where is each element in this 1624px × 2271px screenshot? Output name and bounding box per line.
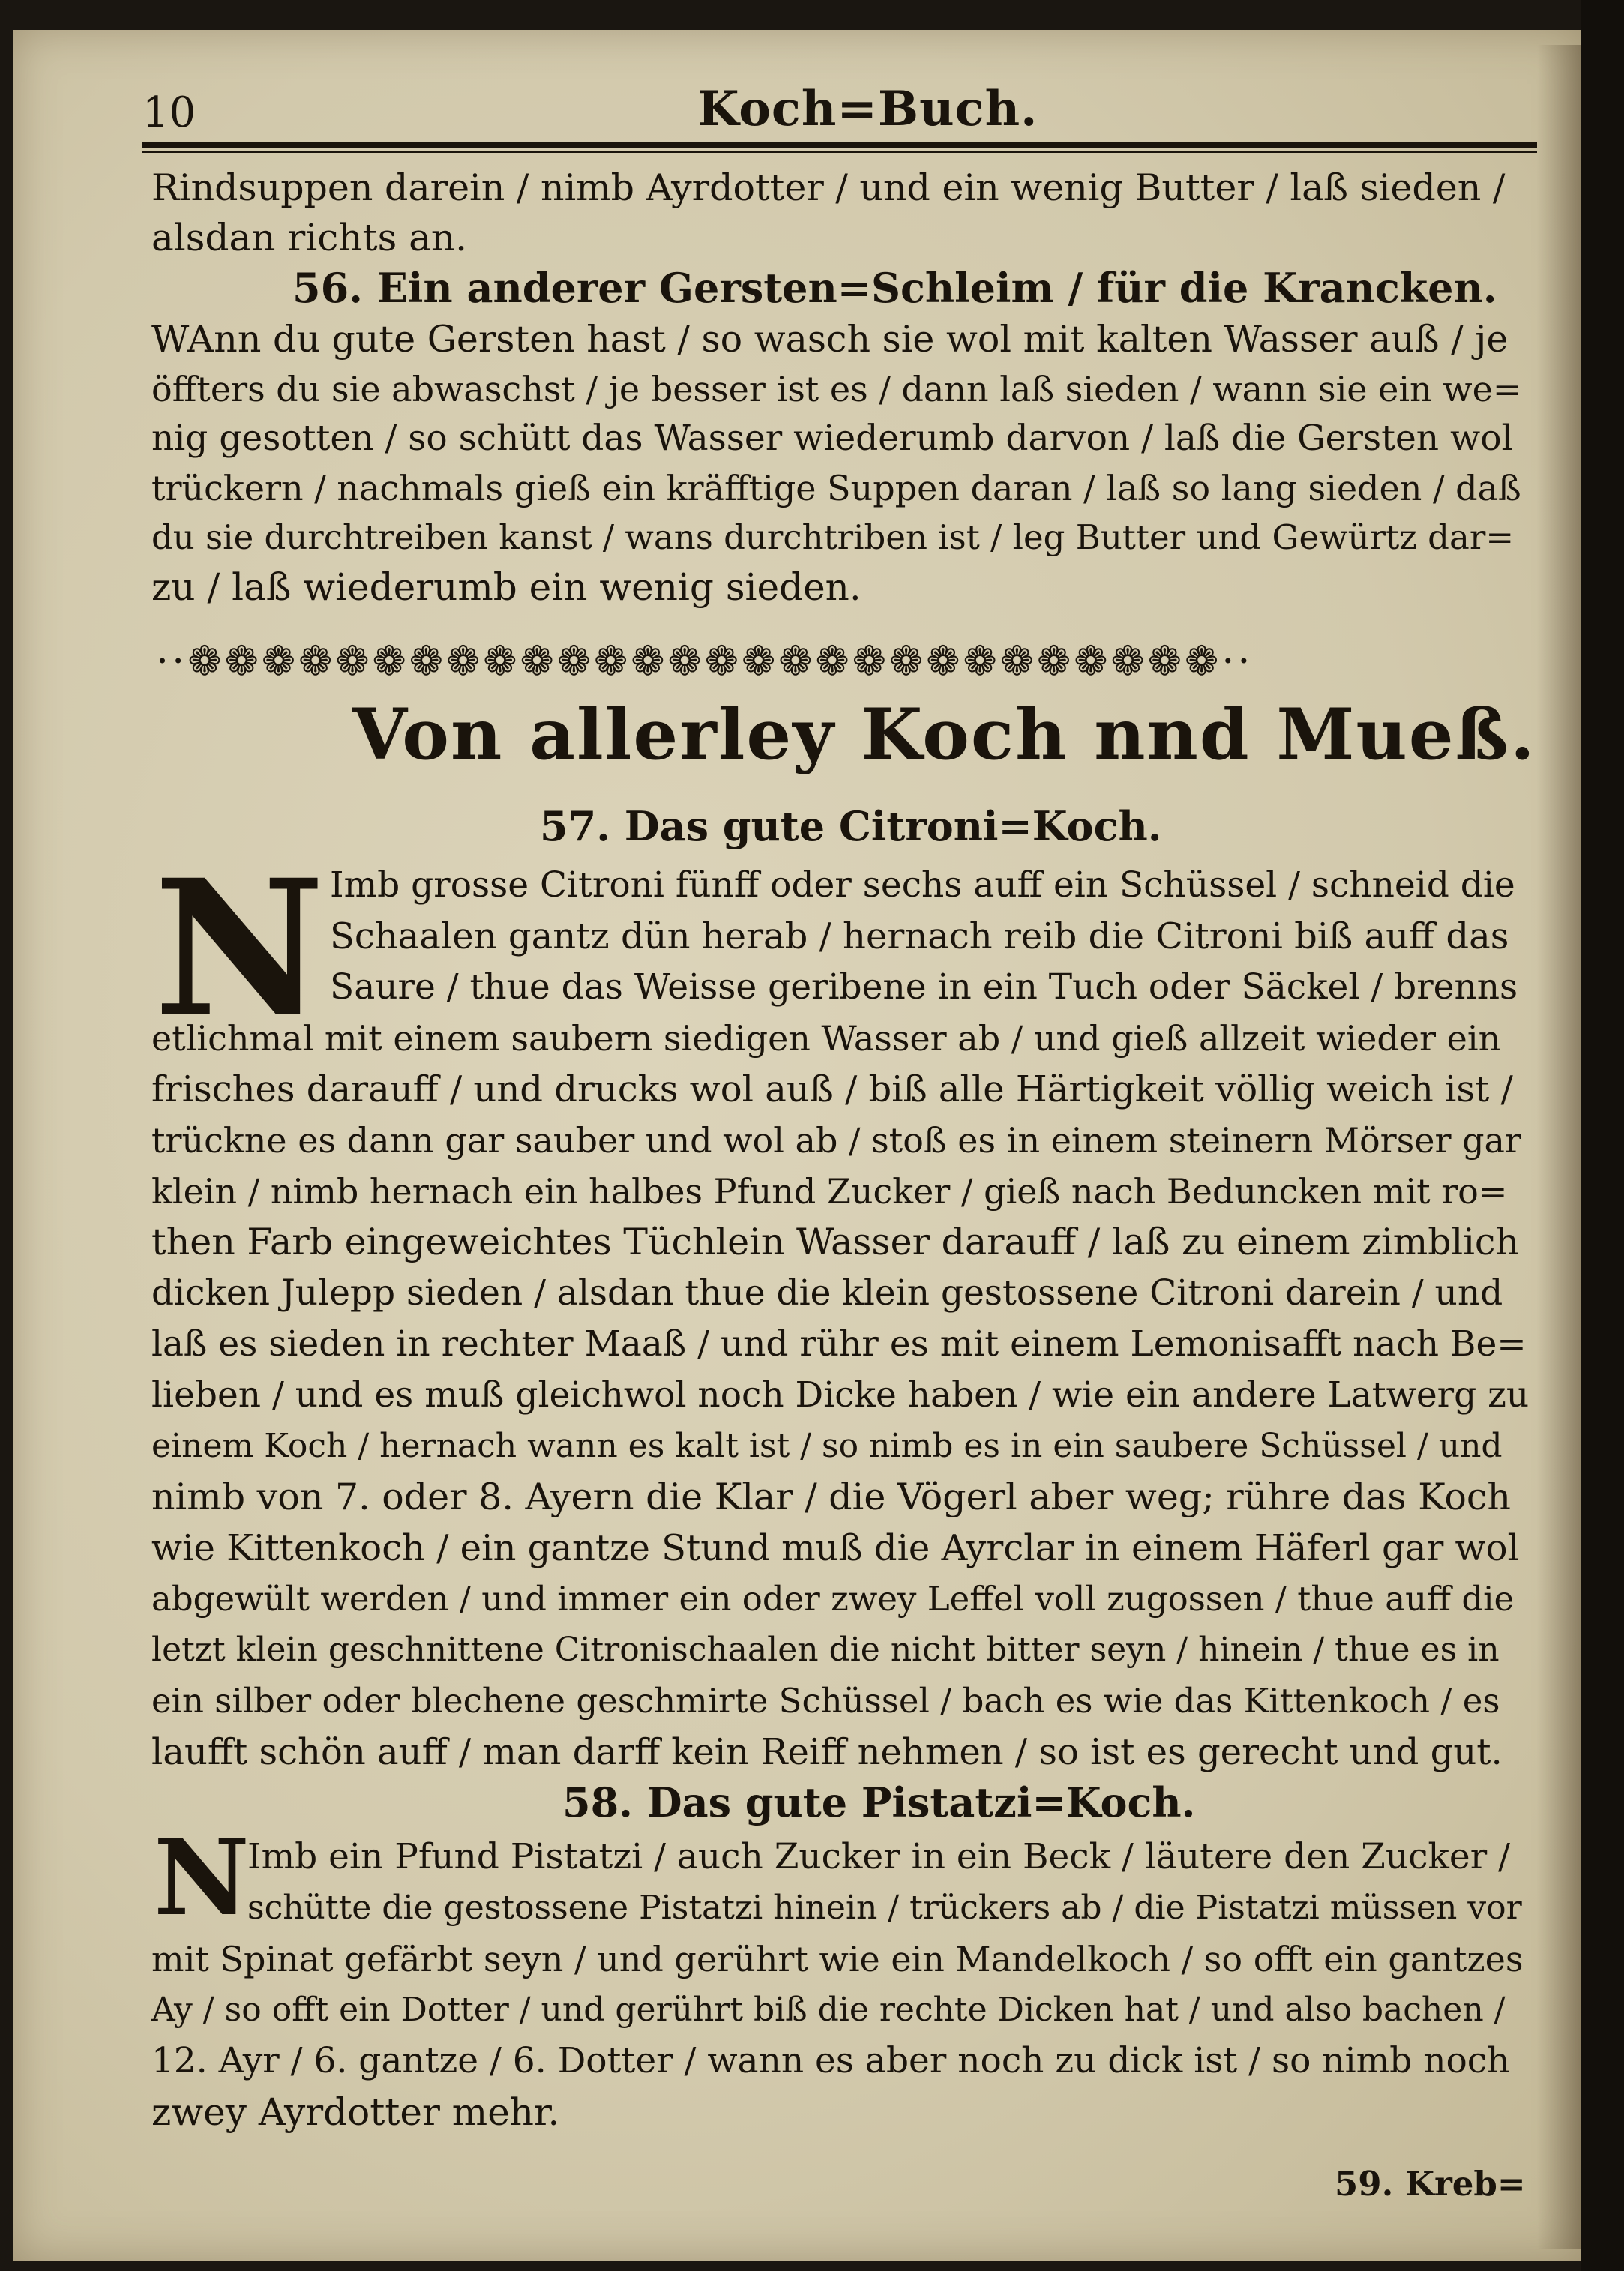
text-line: Imb grosse Citroni fünff oder sechs auff ein Schüssel / schneid die (330, 864, 1515, 906)
text-line: du sie durchtreiben kanst / wans durchtriben ist / leg Butter und Gewürtz dar= (151, 517, 1515, 557)
text-line: Rindsuppen darein / nimb Ayrdotter / und ein wenig Butter / laß sieden / (151, 166, 1506, 209)
text-line: 12. Ayr / 6. gantze / 6. Dotter / wann es aber noch zu dick ist / so nimb noch (151, 2040, 1510, 2081)
section-heading-58: 58. Das gute Pistatzi=Koch. (562, 1778, 1196, 1826)
text-line: ein silber oder blechene geschmirte Schüssel / bach es wie das Kittenkoch / es (151, 1681, 1500, 1721)
text-line: zu / laß wiederumb ein wenig sieden. (151, 565, 861, 609)
text-line: einem Koch / hernach wann es kalt ist / so nimb es in ein saubere Schüssel / und (151, 1427, 1503, 1465)
running-title: Koch=Buch. (697, 81, 1038, 137)
text-line: frisches darauff / und drucks wol auß / biß alle Härtigkeit völlig weich ist / (151, 1068, 1513, 1110)
text-line: trückern / nachmals gieß ein kräfftige Suppen daran / laß so lang sieden / daß (151, 468, 1521, 508)
section-heading-56: 56. Ein anderer Gersten=Schleim / für die Krancken. (292, 264, 1497, 312)
header-rule (142, 142, 1537, 148)
text-line: öffters du sie abwaschst / je besser ist es / dann laß sieden / wann sie ein we= (151, 369, 1522, 409)
text-line: abgewült werden / und immer ein oder zwey Leffel voll zugossen / thue auff die (151, 1579, 1515, 1619)
text-line: WAnn du gute Gersten hast / so wasch sie wol mit kalten Wasser auß / je (151, 318, 1509, 361)
text-line: wie Kittenkoch / ein gantze Stund muß die Ayrclar in einem Häferl gar wol (151, 1527, 1519, 1569)
section-heading-57: 57. Das gute Citroni=Koch. (540, 802, 1162, 850)
catchword: 59. Kreb= (1335, 2164, 1526, 2204)
text-line: nig gesotten / so schütt das Wasser wiederumb darvon / laß die Gersten wol (151, 418, 1513, 459)
text-line: Saure / thue das Weisse geribene in ein Tuch oder Säckel / brenns (330, 966, 1518, 1008)
text-line: dicken Julepp sieden / alsdan thue die klein gestossene Citroni darein / und (151, 1272, 1503, 1314)
book-spine (1581, 0, 1624, 2271)
text-line: trückne es dann gar sauber und wol ab / stoß es in einem steinern Mörser gar (151, 1120, 1521, 1161)
text-line: schütte die gestossene Pistatzi hinein / trückers ab / die Pistatzi müssen vor (247, 1889, 1522, 1927)
text-line: mit Spinat gefärbt seyn / und gerührt wie ein Mandelkoch / so offt ein gantzes (151, 1939, 1524, 1979)
text-line: Schaalen gantz dün herab / hernach reib die Citroni biß auff das (330, 915, 1509, 957)
text-line: zwey Ayrdotter mehr. (151, 2090, 560, 2134)
text-line: alsdan richts an. (151, 216, 468, 259)
page-gutter-shadow (1537, 45, 1581, 2249)
text-line: letzt klein geschnittene Citronischaalen die nicht bitter seyn / hinein / thue es in (151, 1631, 1500, 1669)
text-line: klein / nimb hernach ein halbes Pfund Zucker / gieß nach Beduncken mit ro= (151, 1171, 1508, 1212)
text-line: Imb ein Pfund Pistatzi / auch Zucker in ein Beck / läutere den Zucker / (247, 1836, 1510, 1877)
text-line: nimb von 7. oder 8. Ayern die Klar / die Vögerl aber weg; rühre das Koch (151, 1476, 1511, 1518)
drop-cap: N (154, 838, 325, 1059)
drop-cap: N (154, 1817, 250, 1940)
text-line: lieben / und es muß gleichwol noch Dicke haben / wie ein andere Latwerg zu (151, 1374, 1530, 1416)
chapter-title: Von allerley Koch nnd Mueß. (352, 694, 1536, 776)
header-rule-thin (142, 151, 1537, 153)
text-line: laß es sieden in rechter Maaß / und rühr es mit einem Lemonisafft nach Be= (151, 1323, 1527, 1365)
ornamental-border: ··❁❁❁❁❁❁❁❁❁❁❁❁❁❁❁❁❁❁❁❁❁❁❁❁❁❁❁❁·· (156, 637, 1254, 685)
page-number: 10 (142, 88, 196, 137)
text-line: laufft schön auff / man darff kein Reiff nehmen / so ist es gerecht und gut. (151, 1731, 1503, 1773)
text-line: Ay / so offt ein Dotter / und gerührt biß die rechte Dicken hat / und also bachen / (151, 1991, 1506, 2029)
text-line: then Farb eingeweichtes Tüchlein Wasser darauff / laß zu einem zimblich (151, 1221, 1519, 1263)
text-line: etlichmal mit einem saubern siedigen Wasser ab / und gieß allzeit wieder ein (151, 1018, 1501, 1059)
